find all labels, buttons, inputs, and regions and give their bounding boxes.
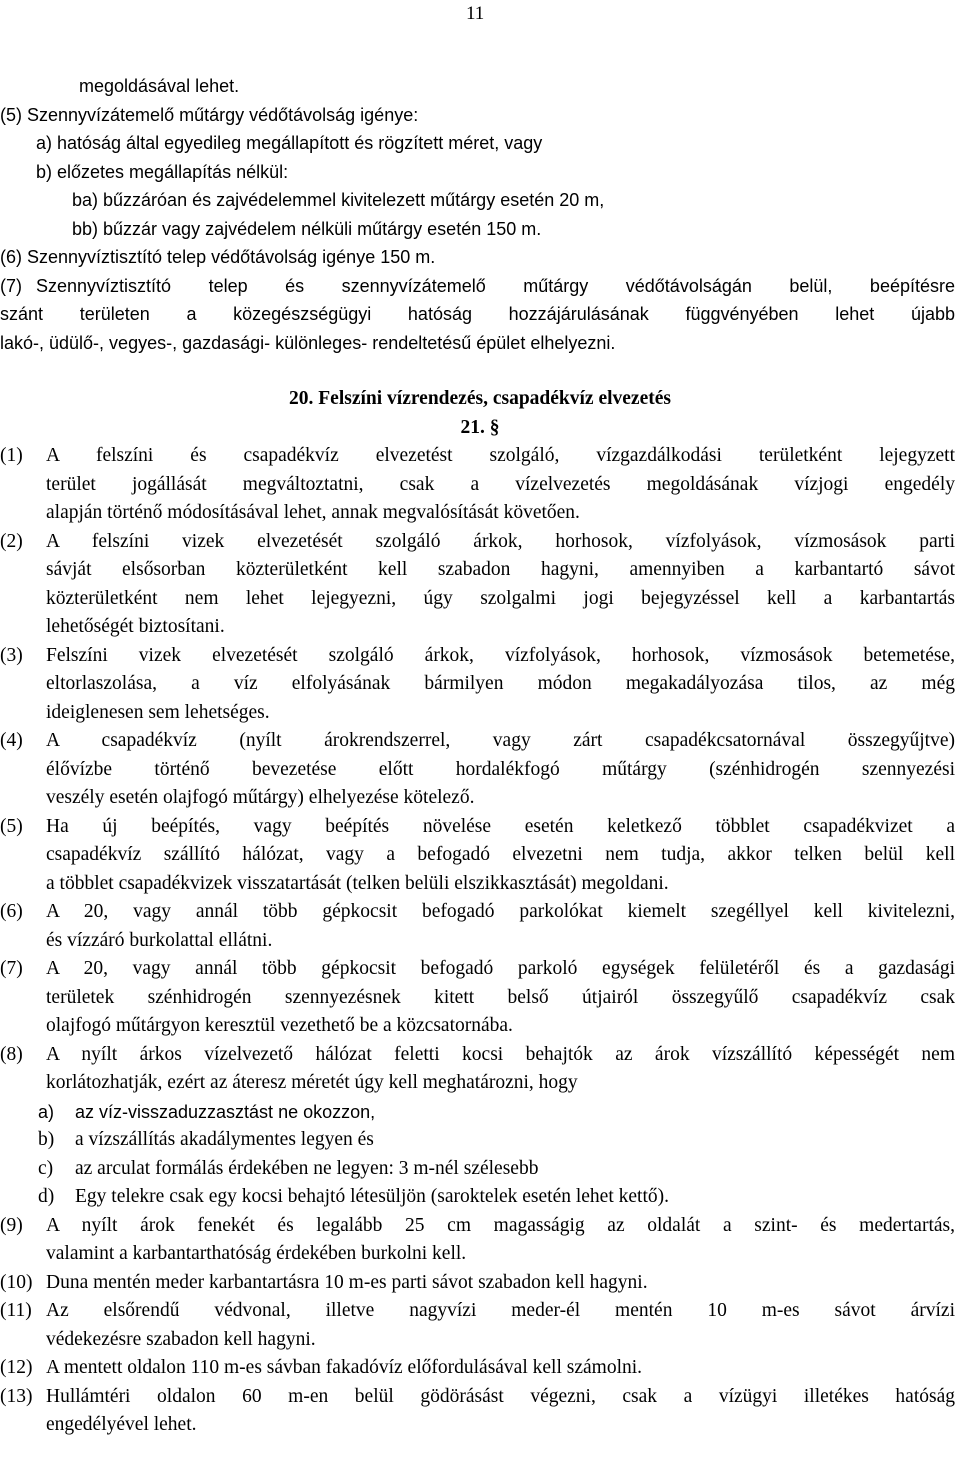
paragraph-number: (9) [0, 1214, 23, 1236]
paragraph-line [0, 613, 960, 642]
paragraph-line [0, 670, 960, 699]
paragraph-text: veszély esetén olajfogó műtárgy) elhelyezése kötelező. [46, 787, 475, 808]
p5-ba-line [0, 186, 960, 215]
p7-line-2 [0, 300, 960, 329]
paragraph-text: korlátozhatják, ezért az áteresz méretét úgy kell meghatározni, hogy [46, 1072, 578, 1093]
paragraph-text: és vízzáró burkolattal ellátni. [46, 929, 273, 951]
paragraph-line [0, 841, 960, 870]
paragraph-line [0, 898, 960, 927]
list-item-letter: d) [38, 1186, 55, 1207]
p5-a-line [0, 129, 960, 158]
paragraph-text: A felszíni és csapadékvíz elvezetést szolgáló, vízgazdálkodási területként lejegyzett [46, 445, 955, 466]
paragraph-line [0, 1041, 960, 1070]
paragraph-line [0, 1069, 960, 1098]
p7-line-1 [0, 272, 960, 301]
continuation-line [0, 72, 960, 101]
paragraph-text: terület jogállását megváltoztatni, csak a vízelvezetés megoldásának vízjogi engedély [46, 473, 955, 495]
paragraphs-end [0, 1212, 960, 1440]
list-item [0, 1098, 960, 1127]
paragraph-line [0, 1212, 960, 1241]
p7-text-1: Szennyvíztisztító telep és szennyvízátemelő műtárgy védőtávolságán belül, beépítésre [36, 275, 955, 296]
paragraph-text: A nyílt árkos vízelvezető hálózat feletti kocsi behajtók az árok vízszállító képességét nem [46, 1043, 955, 1065]
p5-title-line [0, 101, 960, 130]
paragraph-number: (10) [0, 1271, 33, 1293]
list-item [0, 1126, 960, 1155]
list-item-text: az víz-visszaduzzasztást ne okozzon, [75, 1101, 376, 1122]
paragraph-line [0, 984, 960, 1013]
list-item-text: Egy telekre csak egy kocsi behajtó létesüljön (saroktelek esetén lehet kettő). [75, 1186, 669, 1207]
p7-line-3 [0, 329, 960, 358]
p5-bb-line [0, 215, 960, 244]
paragraph-text: a többlet csapadékvizek visszatartását (telken belüli elszikkasztását) megoldani. [46, 872, 669, 894]
paragraph-number: (7) [0, 958, 23, 979]
p6-text: (6) Szennyvíztisztító telep védőtávolság igénye 150 m. [0, 247, 436, 267]
paragraph-line [0, 1240, 960, 1269]
section-title: 20. Felszíni vízrendezés, csapadékvíz elvezetés [289, 388, 671, 409]
paragraph-line [0, 813, 960, 842]
paragraph-line [0, 756, 960, 785]
paragraph-number: (11) [0, 1300, 32, 1321]
paragraph-line [0, 784, 960, 813]
paragraph-sign-line [0, 414, 960, 443]
paragraph-text: A nyílt árok fenekét és legalább 25 cm magasságig az oldalát a szint- és medertartás, [46, 1214, 955, 1236]
paragraph-number: (13) [0, 1385, 33, 1407]
paragraph-line [0, 1354, 960, 1383]
list-item-text: a vízszállítás akadálymentes legyen és [75, 1129, 374, 1150]
paragraph-text: ideiglenesen sem lehetséges. [46, 701, 270, 723]
paragraph-text: élővízbe történő bevezetése előtt hordalékfogó műtárgy (szénhidrogén szennyezési [46, 758, 955, 780]
list-item-letter: c) [38, 1157, 54, 1179]
paragraph-number: (4) [0, 730, 23, 751]
p7-text-3: lakó-, üdülő-, vegyes-, gazdasági- különleges- rendeltetésű épület elhelyezni. [0, 332, 616, 353]
paragraph-line [0, 1297, 960, 1326]
paragraph-line [0, 642, 960, 671]
p8-items [0, 1098, 960, 1212]
p5-b: b) előzetes megállapítás nélkül: [36, 161, 289, 182]
paragraph-text: A csapadékvíz (nyílt árokrendszerrel, vagy zárt csapadékcsatornával összegyűjtve) [46, 730, 955, 751]
paragraph-text: sávját elsősorban közterületként kell szabadon hagyni, amennyiben a karbantartó sávot [46, 559, 955, 580]
paragraph-line [0, 1411, 960, 1440]
p5-title: (5) Szennyvízátemelő műtárgy védőtávolság igénye: [0, 104, 419, 125]
list-item [0, 1155, 960, 1184]
paragraph-text: olajfogó műtárgyon keresztül vezethető be a közcsatornába. [46, 1015, 513, 1036]
paragraph-text: Duna mentén meder karbantartásra 10 m-es parti sávot szabadon kell hagyni. [46, 1271, 648, 1293]
paragraph-line [0, 499, 960, 528]
paragraph-line [0, 1269, 960, 1298]
paragraph-number: (8) [0, 1043, 23, 1065]
paragraph-text: Felszíni vizek elvezetését szolgáló árkok, vízfolyások, horhosok, vízmosások betemetése, [46, 644, 955, 666]
paragraph-line [0, 699, 960, 728]
paragraph-number: (1) [0, 445, 23, 466]
paragraph-line [0, 471, 960, 500]
p5-bb: bb) bűzzár vagy zajvédelem nélküli műtárgy esetén 150 m. [72, 218, 542, 239]
paragraph-line [0, 556, 960, 585]
page-number: 11 [466, 3, 485, 24]
paragraph-text: csapadékvíz szállító hálózat, vagy a befogadó elvezetni nem tudja, akkor telken belül kell [46, 844, 955, 865]
paragraph-line [0, 442, 960, 471]
p6-line [0, 243, 960, 272]
paragraph-text: Ha új beépítés, vagy beépítés növelése esetén keletkező többlet csapadékvizet a [46, 815, 955, 837]
paragraph-text: engedélyével lehet. [46, 1414, 197, 1435]
paragraph-text: A 20, vagy annál több gépkocsit befogadó parkolókat kiemelt szegéllyel kell kivitelezni, [46, 901, 955, 922]
paragraph-sign: 21. § [460, 416, 500, 438]
continuation-text: megoldásával lehet. [79, 76, 240, 96]
paragraph-line [0, 955, 960, 984]
paragraph-line [0, 1012, 960, 1041]
document-body [0, 72, 960, 1440]
paragraph-text: valamint a karbantarthatóság érdekében burkolni kell. [46, 1243, 467, 1264]
p7-number: (7) [0, 275, 22, 296]
paragraph-text: alapján történő módosításával lehet, annak megvalósítását követően. [46, 502, 580, 523]
paragraph-number: (2) [0, 530, 23, 552]
paragraph-text: Hullámtéri oldalon 60 m-en belül gödörásást végezni, csak a vízügyi illetékes hatóság [46, 1385, 955, 1407]
p5-ba: ba) bűzzáróan és zajvédelemmel kivitelezett műtárgy esetén 20 m, [72, 190, 605, 210]
paragraph-number: (5) [0, 815, 23, 837]
paragraphs [0, 442, 960, 1098]
paragraph-line [0, 1383, 960, 1412]
list-item-text: az arculat formálás érdekében ne legyen: 3 m-nél szélesebb [75, 1157, 539, 1179]
paragraph-text: lehetőségét biztosítani. [46, 616, 225, 637]
section-heading [0, 385, 960, 414]
paragraph-text: A mentett oldalon 110 m-es sávban fakadóvíz előfordulásával kell számolni. [46, 1357, 643, 1378]
paragraph-line [0, 870, 960, 899]
paragraph-line [0, 927, 960, 956]
list-item [0, 1183, 960, 1212]
list-item-letter: b) [38, 1129, 55, 1150]
paragraph-line [0, 727, 960, 756]
paragraph-number: (12) [0, 1357, 33, 1378]
paragraph-number: (3) [0, 644, 23, 666]
list-item-letter: a) [38, 1101, 55, 1122]
paragraph-text: Az elsőrendű védvonal, illetve nagyvízi meder-él mentén 10 m-es sávot árvízi [46, 1300, 955, 1321]
paragraph-text: védekezésre szabadon kell hagyni. [46, 1328, 316, 1350]
p5-b-line [0, 158, 960, 187]
paragraph-text: A 20, vagy annál több gépkocsit befogadó parkoló egységek felületéről és a gazdasági [46, 958, 955, 979]
paragraph-line [0, 528, 960, 557]
paragraph-text: A felszíni vizek elvezetését szolgáló árkok, horhosok, vízfolyások, vízmosások parti [46, 530, 955, 552]
p5-a: a) hatóság által egyedileg megállapított és rögzített méret, vagy [36, 133, 543, 153]
paragraph-text: eltorlaszolása, a víz elfolyásának bármilyen módon megakadályozása tilos, az még [46, 673, 955, 694]
paragraph-text: területek szénhidrogén szennyezésnek kitett belső útjairól összegyűlő csapadékvíz csak [46, 986, 955, 1008]
paragraph-text: közterületként nem lehet lejegyezni, úgy szolgalmi jogi bejegyzéssel kell a karbantartás [46, 587, 955, 609]
paragraph-number: (6) [0, 901, 23, 922]
paragraph-line [0, 1326, 960, 1355]
paragraph-line [0, 585, 960, 614]
p7-text-2: szánt területen a közegészségügyi hatóság hozzájárulásának függvényében lehet újabb [0, 304, 955, 324]
